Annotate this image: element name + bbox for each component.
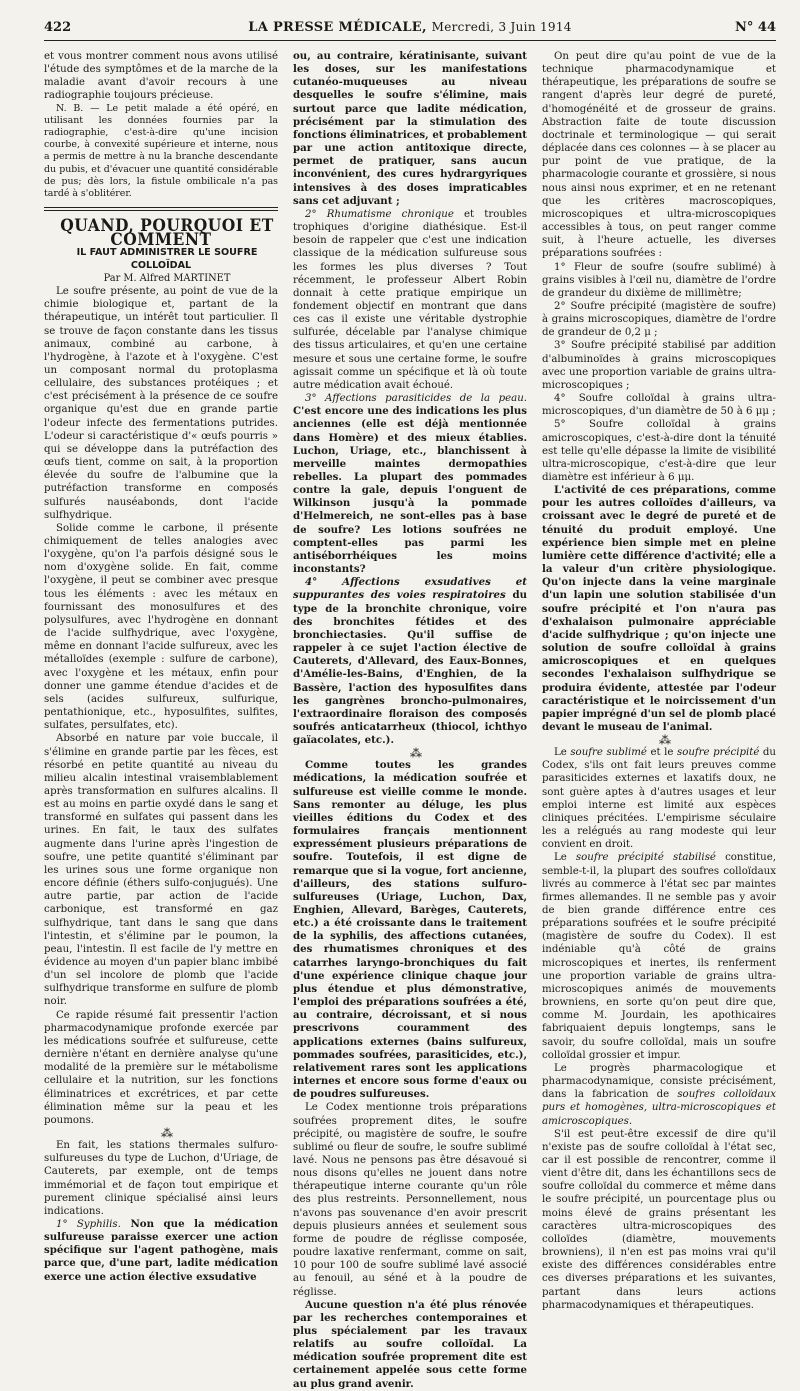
paragraph: On peut dire qu'au point de vue de la technique pharmacodynamique et thérapeutique, les préparations de soufre se rangent d'après leur degré de pureté, d'homogénéité et de grosseur de grains. Abstraction faite de toute discussion doctrinale et terminologique — qui serait déplacée dans ces colonnes — à se placer au pur point de vue pratique, de la pharmacologie courante et grossière, si nous nous ainsi nous exprimer, et en ne retenant que les critères macroscopiques, microscopiques et ultra-microscopiques accessibles à tous, on peut ranger comme suit, à l'heure actuelle, les diverses préparations soufrées :	[542, 51, 776, 260]
column-1	[44, 50, 278, 1283]
section-separator: ⁂	[161, 1126, 173, 1141]
nb-note: N. B. — Le petit malade a été opéré, en utilisant les données fournies par la radiographie, c'est-à-dire qu'une incision courbe, à convexité supérieure et interne, nous a permis de mettre à nu la branche descendante du pubis, et d'évacuer une quantité considérable de pus; dès lors, la fistule ombilicale n'a pas tardé à s'oblitérer.	[44, 102, 278, 200]
paragraph: Solide comme le carbone, il présente chimiquement de telles analogies avec l'oxygène, qu'on l'a parfois désigné sous le nom d'oxygène solide. En fait, comme l'oxygène, il peut se combiner avec presque tous les éléments : avec les métaux en fournissant des monosulfures et des polysulfures, avec l'hydrogène en donnant de l'acide sulfhydrique, avec l'oxygène, même en donnant l'acide sulfureux, avec les métalloïdes (exemple : sulfure de carbone), avec l'oxygène et les métaux, enfin pour donner une gamme étendue d'acides et de sels (acides sulfureux, sulfurique, pentathionique, etc., hyposulfites, sulfites, sulfates, persulfates, etc).	[44, 522, 278, 732]
paragraph: et vous montrer comment nous avons utilisé l'étude des symptômes et de la marche de la maladie avant d'avoir recours à une radiographie toujours précieuse.	[44, 51, 278, 102]
paragraph: Aucune question n'a été plus rénovée par les recherches contemporaines et plus spécialement par les travaux relatifs au soufre colloïdal. La médication soufrée proprement dite est certainement appelée sous cette forme au plus grand avenir.	[293, 1298, 527, 1390]
paragraph: L'activité de ces préparations, comme pour les autres colloïdes d'ailleurs, va croissant avec le degré de pureté et de ténuité du produit employé. Une expérience bien simple met en pleine lumière cette différence d'activité; elle a la valeur d'un critère physiologique. Qu'on injecte dans la veine marginale d'un lapin une solution stabilisée d'un soufre précipité et l'on n'aura pas d'exhalaison pulmonaire appréciable d'acide sulfhydrique ; qu'on injecte une solution de soufre colloïdal à grains amicroscopiques et en quelques secondes l'exhalaison sulfhydrique se produira évidente, attestée par l'odeur caractéristique et le noircissement d'un papier imprégné d'un sel de plomb placé devant le museau de l'animal.	[542, 484, 776, 733]
list-item: 1° Fleur de soufre (soufre sublimé) à grains visibles à l'œil nu, diamètre de l'ordre de grandeur du dixième de millimètre;	[542, 261, 776, 299]
paragraph-text: Non que la médication sulfureuse paraisse exercer une action spécifique sur l'agent pathogène, mais parce que, d'une part, ladite médication exerce une action élective exsudative	[44, 1217, 278, 1283]
item-label: 2° Rhumatisme chronique	[305, 208, 454, 220]
journal-page	[44, 20, 776, 1390]
paragraph: ou, au contraire, kératinisante, suivant les doses, sur les manifestations cutanéo-muqueuses au niveau desquelles le soufre s'élimine, mais surtout parce que ladite médication, précisément par la stimulation des fonctions éliminatrices, et probablement par une action antitoxique directe, permet de pratiquer, sans aucun inconvénient, des cures hydrargyriques intensives à des doses impraticables sans cet adjuvant ;	[293, 50, 527, 207]
text-run: du Codex, s'ils ont fait leurs preuves comme parasiticides externes et laxatifs doux, ne sont guère aptes à d'autres usages et leur emploi interne est limité aux espèces cliniques précitées. L'empirisme séculaire les a relégués au rang modeste qui leur convient en droit.	[542, 747, 776, 851]
text-run: soufre précipité stabilisé	[575, 852, 716, 864]
paragraph	[293, 208, 527, 392]
paragraph-text: C'est encore une des indications les plus anciennes (elle est déjà mentionnée dans Homère) et des mieux établies. Luchon, Uriage, etc., blanchissent à merveille maintes dermopathies rebelles. La plupart des pommades contre la gale, depuis l'onguent de Wilkinson jusqu'à la pommade d'Helmereich, ne sont-elles pas à base de soufre? Les lotions soufrées ne comptent-elles pas parmi les antiséborrhéiques les moins inconstants?	[293, 405, 527, 576]
paragraph: Absorbé en nature par voie buccale, il s'élimine en grande partie par les fèces, est résorbé en petite quantité au niveau du milieu alcalin intestinal vraisemblablement après transformation en sulfures alcalins. Il est au moins en partie oxydé dans le sang et transformé en sulfates qui passent dans les urines. En fait, le taux des sulfates augmente dans l'urine après l'ingestion de soufre, une petite quantité s'éliminant par les urines sous une forme organique non encore définie (éthers sulfo-conjugués). Une autre partie, par action de l'acide carbonique, est transformé en gaz sulfhydrique, tant dans le sang que dans l'intestin, et s'élimine par le poumon, la peau, l'intestin. Il est facile de l'y mettre en évidence au moyen d'un papier blanc imbibé d'un sel incolore de plomb que l'acide sulfhydrique transforme en sulfure de plomb noir.	[44, 733, 278, 1008]
article-title: QUAND, POURQUOI ET COMMENT	[60, 214, 274, 250]
list-item: 3° Soufre précipité stabilisé par addition d'albuminoïdes à grains microscopiques avec une proportion variable de grains ultra-microscopiques ;	[542, 340, 776, 391]
text-run: constitue, semble-t-il, la plupart des soufres colloïdaux livrés au commerce à l'état sec par maintes firmes allemandes. Il ne semble pas y avoir de bien grande différence entre ces préparations soufrées et le soufre précipité (magistère de soufre du Codex). Il est indéniable qu'à côté de grains microscopiques et inertes, ils renferment une proportion variable de grains ultra-microscopiques animés de mouvements browniens, en sorte qu'on peut dire que, comme M. Jourdain, les apothicaires fabriquaient depuis longtemps, sans le savoir, du soufre colloïdal, mais un soufre colloïdal grossier et impur.	[542, 852, 776, 1061]
divider	[44, 207, 278, 208]
paragraph	[542, 851, 776, 1062]
text-run: Le progrès pharmacologique et pharmacodynamique, consiste précisément, dans la fabrication de	[542, 1062, 776, 1101]
issue-number: N° 44	[735, 20, 776, 35]
text-columns	[44, 50, 776, 1390]
paragraph	[542, 746, 776, 851]
paragraph	[542, 1062, 776, 1128]
page-header	[44, 20, 776, 41]
paragraph-text: du type de la bronchite chronique, voire des bronchites fétides et des bronchiectasies. Qu'il suffise de rappeler à ce sujet l'action élective de Cauterets, d'Allevard, des Eaux-Bonnes, d'Amélie-les-Bains, d'Enghien, de la Bassère, l'action des hyposulfites dans les gangrènes broncho-pulmonaires, l'extraordinaire floraison des composés soufrés anticatarrheux (thiocol, ichthyo gaïacolates, etc.).	[293, 589, 527, 747]
page-number: 422	[44, 20, 72, 35]
issue-date: Mercredi, 3 Juin 1914	[431, 20, 572, 34]
paragraph	[293, 576, 527, 747]
section-separator: ⁂	[659, 733, 671, 748]
text-run: Le	[554, 747, 571, 759]
paragraph	[293, 392, 527, 576]
text-run: soufre sublimé	[570, 747, 647, 759]
list-item: 5° Soufre colloïdal à grains amicroscopiques, c'est-à-dire dont la ténuité est telle qu'elle dépasse la limite de visibilité ultra-microscopique, c'est-à-dire que leur diamètre est inférieur à 6 μμ.	[542, 419, 776, 483]
paragraph: Ce rapide résumé fait pressentir l'action pharmacodynamique profonde exercée par les médications soufrée et sulfureuse, cette dernière n'étant en dernière analyse qu'une modalité de la première sur le métabolisme cellulaire et la nutrition, sur les fonctions éliminatrices et excrétrices, et par cette élimination même sur la peau et les poumons.	[44, 1009, 278, 1126]
text-run: soufre précipité	[676, 747, 760, 759]
paragraph: Comme toutes les grandes médications, la médication soufrée et sulfureuse est vieille comme le monde. Sans remonter au déluge, les plus vieilles éditions du Codex et des formulaires français mentionnent expressément plusieurs préparations de soufre. Toutefois, il est digne de remarque que si la vogue, fort ancienne, d'ailleurs, des stations sulfuro-sulfureuses (Uriage, Luchon, Dax, Enghien, Allevard, Barèges, Cauterets, etc.) a été croissante dans le traitement de la syphilis, des affections cutanées, des rhumatismes chroniques et des catarrhes laryngo-bronchiques du fait d'une expérience clinique chaque jour plus étendue et plus démonstrative, l'emploi des préparations soufrées a été, au contraire, décroissant, et si nous prescrivons couramment des applications externes (bains sulfureux, pommades soufrées, parasiticides, etc.), relativement rares sont les applications internes et encore sous forme d'eaux ou de poudres sulfureuses.	[293, 759, 527, 1101]
article-byline: Par M. Alfred MARTINET	[103, 272, 231, 284]
list-item: 2° Soufre précipité (magistère de soufre) à grains microscopiques, diamètre de l'ordre de grandeur de 0,2 μ ;	[542, 300, 776, 339]
paragraph: S'il est peut-être excessif de dire qu'il n'existe pas de soufre colloïdal à l'état sec, car il est possible de rencontrer, comme il vient d'être dit, dans les échantillons secs de soufre colloïdal du commerce et même dans le soufre précipité, un pourcentage plus ou moins élevé de grains présentant les caractères ultra-microscopiques des colloïdes (diamètre, mouvements browniens), il n'en est pas moins vrai qu'il existe des différences considérables entre ces diverses préparations et les suivantes, partant dans leurs actions pharmacodynamiques et thérapeutiques.	[542, 1128, 776, 1311]
article-subtitle: IL FAUT ADMINISTRER LE SOUFRE COLLOÏDAL	[76, 246, 258, 271]
journal-heading	[44, 20, 776, 35]
section-separator: ⁂	[410, 746, 422, 761]
text-run: Le	[554, 852, 576, 864]
item-label: 1° Syphilis.	[56, 1218, 121, 1230]
column-3	[542, 50, 776, 1311]
list-item: 4° Soufre colloïdal à grains ultra-microscopiques, d'un diamètre de 50 à 6 μμ ;	[542, 393, 776, 418]
paragraph-text: et troubles trophiques d'origine diathésique. Est-il besoin de rappeler que c'est une indication classique de la médication sulfureuse sous les formes les plus diverses ? Tout récemment, le professeur Albert Robin donnait à cette pratique empirique un fondement objectif en montrant que dans ces cas il existe une véritable dystrophie sulfurée, décelable par l'analyse chimique des tissus articulaires, et qu'en une certaine mesure et sous une certaine forme, le soufre agissait comme un spécifique et là où toute autre médication avait échoué.	[293, 208, 527, 391]
divider	[44, 210, 278, 211]
text-run: soufres colloïdaux purs et homogènes, ultra-microscopiques et amicroscopiques.	[542, 1089, 776, 1127]
text-run: et le	[646, 747, 677, 759]
paragraph: Le Codex mentionne trois préparations soufrées proprement dites, le soufre précipité, ou magistère de soufre, le soufre sublimé ou fleur de soufre, le soufre sublimé lavé. Nous ne pensons pas être désavoué si nous disons qu'elles ne jouent dans notre thérapeutique interne courante qu'un rôle des plus restreints. Personnellement, nous n'avons pas souvenance d'en avoir prescrit depuis plusieurs années et seulement sous forme de poudre de réglisse composée, poudre laxative renfermant, comme on sait, 10 pour 100 de soufre sublimé lavé associé au fenouil, au séné et à la poudre de réglisse.	[293, 1102, 527, 1298]
paragraph: En fait, les stations thermales sulfuro-sulfureuses du type de Luchon, d'Uriage, de Cauterets, par exemple, ont de temps immémorial et de façon tout empirique et purement clinique spécialisé ainsi leurs indications.	[44, 1140, 278, 1217]
journal-name: LA PRESSE MÉDICALE,	[248, 20, 427, 35]
item-label: 4° Affections exsudatives et suppurantes des voies respiratoires	[293, 576, 527, 602]
paragraph: Le soufre présente, au point de vue de la chimie biologique et, partant de la thérapeutique, un intérêt tout particulier. Il se trouve de façon constante dans les tissus animaux, combiné au carbone, à l'hydrogène, à l'azote et à l'oxygène. C'est un composant normal du protoplasma cellulaire, des substances protéiques ; et c'est précisément à la présence de ce soufre organique qu'est due en grande partie l'odeur infecte des fermentations putrides. L'odeur si caractéristique d'« œufs pourris » qui se développe dans la putréfaction des œufs tient, comme on sait, à la proportion élevée du soufre de l'albumine que la putréfaction transforme en composés sulfurés nauséabonds, dont l'acide sulfhydrique.	[44, 286, 278, 521]
item-label: 3° Affections parasiticides de la peau.	[305, 393, 527, 405]
column-2	[293, 50, 527, 1390]
paragraph	[44, 1218, 278, 1284]
